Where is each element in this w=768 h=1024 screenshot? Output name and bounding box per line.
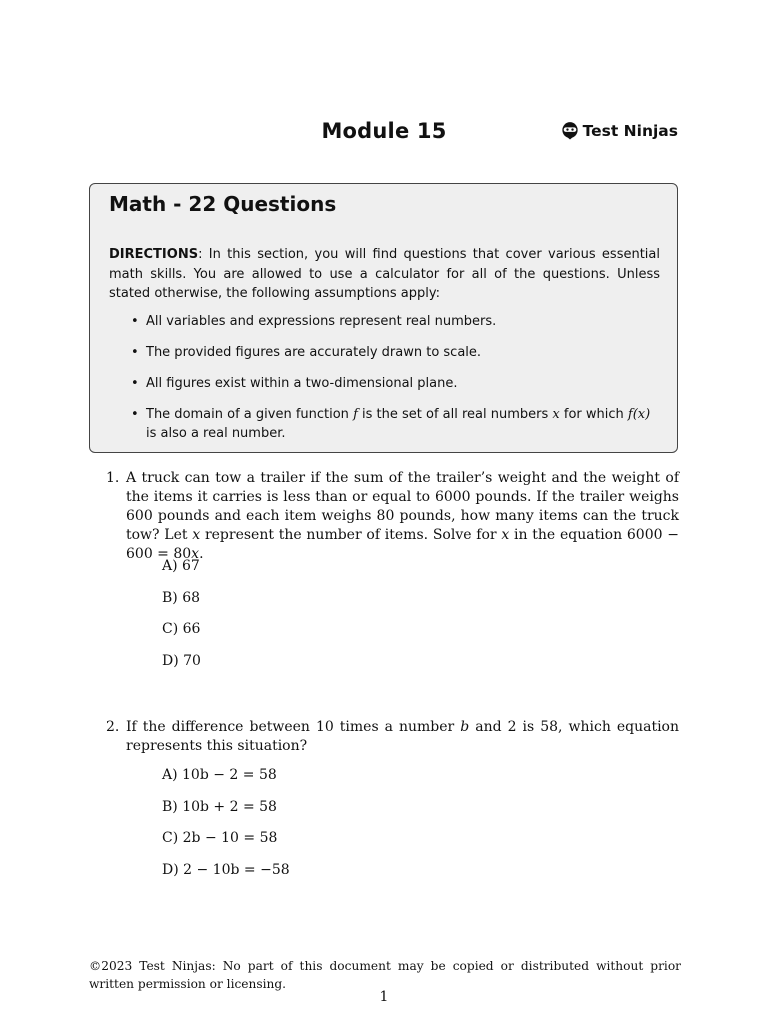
- answer-choice[interactable]: B) 68: [162, 589, 201, 606]
- question-2: [106, 718, 680, 878]
- directions-label: DIRECTIONS: [109, 247, 199, 262]
- page-title: Module 15: [321, 119, 447, 143]
- answer-choice[interactable]: C) 66: [162, 621, 201, 638]
- bullet-icon: •: [131, 407, 139, 422]
- assumptions-list: [109, 312, 660, 455]
- directions-text: [109, 245, 660, 304]
- list-item: • All variables and expressions represent real numbers.: [131, 314, 497, 329]
- question-text: If the difference between 10 times a number b and 2 is 58, which equation represents this situation?: [126, 719, 680, 754]
- copyright-notice: ©2023 Test Ninjas: No part of this document may be copied or distributed without prior written permission or licensing.: [89, 959, 681, 991]
- answer-choice[interactable]: B) 10b + 2 = 58: [162, 798, 277, 815]
- answer-choice[interactable]: A) 10b − 2 = 58: [162, 767, 277, 783]
- answer-choices: [162, 766, 290, 892]
- answer-choices: [162, 557, 201, 683]
- answer-choice[interactable]: C) 2b − 10 = 58: [162, 830, 278, 847]
- list-item: • The provided figures are accurately drawn to scale.: [131, 345, 482, 360]
- ninja-icon: [561, 121, 579, 140]
- brand-logo: [561, 121, 678, 140]
- question-number: 1.: [106, 470, 120, 486]
- question-1: [106, 469, 679, 669]
- list-item: • The domain of a given function f is the set of all real numbers x for which f(x) is also a real number.: [131, 407, 651, 441]
- bullet-icon: •: [131, 376, 139, 391]
- question-text: A truck can tow a trailer if the sum of the trailer’s weight and the weight of the items it carries is less than or equal to 6000 pounds. If the trailer weighs 600 pounds and each item weighs 80 pounds, how many items can the truck tow? Let x represent the number of items. Solve for x in the equation 6000 − 600 = 80x.: [126, 470, 679, 562]
- answer-choice[interactable]: D) 2 − 10b = −58: [162, 861, 290, 878]
- bullet-icon: •: [131, 345, 139, 360]
- answer-choice[interactable]: A) 67: [162, 558, 200, 574]
- brand-name: Test Ninjas: [582, 121, 678, 140]
- answer-choice[interactable]: D) 70: [162, 652, 201, 669]
- page-number: 1: [379, 989, 389, 1005]
- directions-box: [89, 183, 678, 453]
- question-number: 2.: [106, 719, 120, 735]
- list-item: • All figures exist within a two-dimensional plane.: [131, 376, 458, 391]
- section-title: Math - 22 Questions: [109, 192, 337, 216]
- directions-body: : In this section, you will find questions that cover various essential math skills. You are allowed to use a calculator for all of the questions. Unless stated otherwise, the following assumptions apply:: [109, 247, 660, 301]
- bullet-icon: •: [131, 314, 139, 329]
